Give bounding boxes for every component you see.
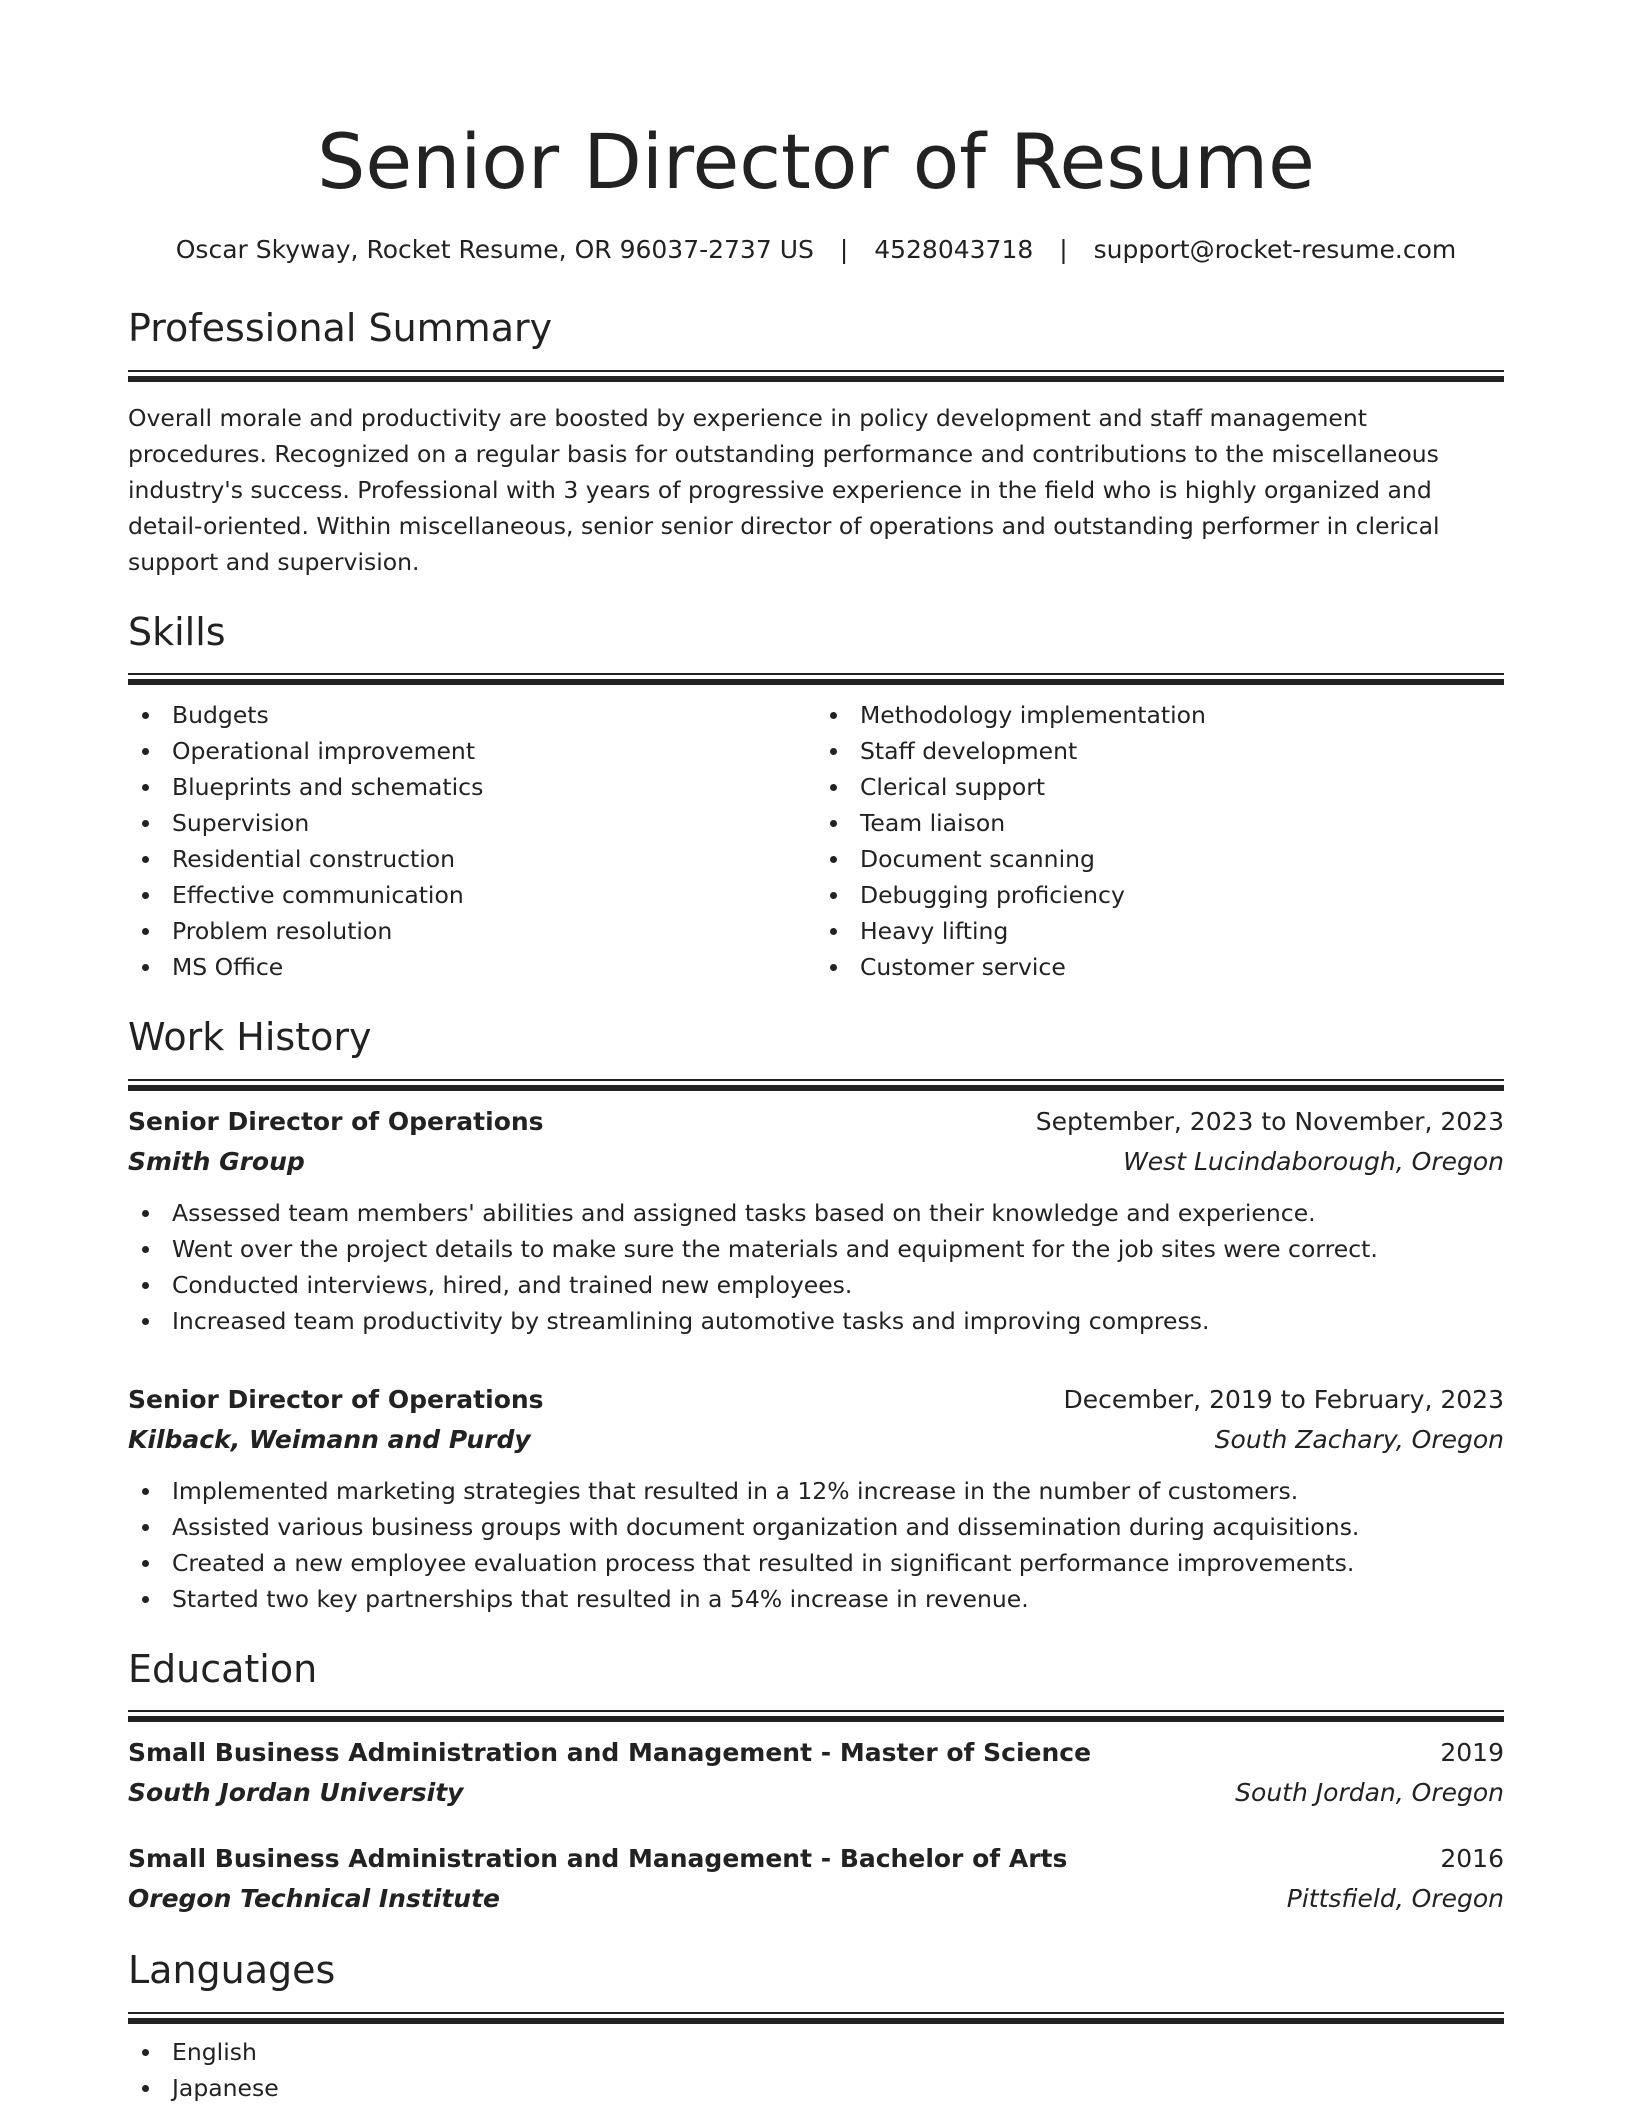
skill-item: Problem resolution [128, 913, 816, 949]
section-divider [128, 2012, 1504, 2014]
job-company-row [128, 1419, 1504, 1459]
summary-text: Overall morale and productivity are boosted by experience in policy development and staff management procedures. Recognized on a regular basis for outstanding performance and contributions to the miscellaneous industry's success. Professional with 3 years of progressive experience in the field who is highly organized and detail-oriented. Within miscellaneous, senior senior director of operations and outstanding performer in clerical support and supervision. [128, 403, 1440, 576]
job-bullet: Assessed team members' abilities and assigned tasks based on their knowledge and experience. [128, 1195, 1504, 1231]
job-header-row [128, 1381, 1504, 1419]
skill-item: Blueprints and schematics [128, 769, 816, 805]
contact-separator: | [839, 234, 849, 264]
job-company: Smith Group [128, 1146, 305, 1176]
education-header-row [128, 1734, 1504, 1772]
skill-item: Operational improvement [128, 733, 816, 769]
section-divider [128, 1079, 1504, 1081]
job-company-row [128, 1141, 1504, 1181]
education-section [128, 1647, 1504, 1919]
job-header-row [128, 1103, 1504, 1141]
job-title: Senior Director of Operations [128, 1106, 544, 1136]
education-year: 2019 [1440, 1738, 1504, 1768]
job-bullet: Started two key partnerships that resulted in a 54% increase in revenue. [128, 1581, 1504, 1617]
education-school: South Jordan University [128, 1778, 464, 1808]
skill-item: Methodology implementation [816, 697, 1504, 733]
languages-list [128, 2034, 1504, 2106]
section-title-education: Education [128, 1646, 318, 1691]
section-divider [128, 370, 1504, 372]
language-item: English [128, 2034, 1504, 2070]
contact-phone: 4528043718 [874, 234, 1034, 264]
skill-item: Team liaison [816, 805, 1504, 841]
section-title-languages: Languages [128, 1948, 336, 1993]
skill-item: Clerical support [816, 769, 1504, 805]
job-bullets [128, 1195, 1504, 1339]
education-degree: Small Business Administration and Management - Master of Science [128, 1738, 1092, 1768]
education-school-row [128, 1878, 1504, 1918]
language-item: Japanese [128, 2070, 1504, 2106]
skills-list-right [816, 697, 1504, 985]
skill-item: Debugging proficiency [816, 877, 1504, 913]
skills-list-left [128, 697, 816, 985]
education-school: Oregon Technical Institute [128, 1884, 500, 1914]
work-history-section [128, 1015, 1504, 1617]
job-location: West Lucindaborough, Oregon [1123, 1146, 1504, 1176]
section-divider [128, 1710, 1504, 1712]
job-bullet: Went over the project details to make sure the materials and equipment for the job sites were correct. [128, 1231, 1504, 1267]
skill-item: Budgets [128, 697, 816, 733]
languages-section [128, 1948, 1504, 2106]
education-degree: Small Business Administration and Management - Bachelor of Arts [128, 1844, 1068, 1874]
education-year: 2016 [1440, 1844, 1504, 1874]
job-entry [128, 1381, 1504, 1617]
job-bullet: Conducted interviews, hired, and trained new employees. [128, 1267, 1504, 1303]
skill-item: Customer service [816, 949, 1504, 985]
job-bullet: Implemented marketing strategies that resulted in a 12% increase in the number of customers. [128, 1473, 1504, 1509]
section-title-summary: Professional Summary [128, 306, 553, 351]
skills-columns [128, 697, 1504, 985]
skill-item: Residential construction [128, 841, 816, 877]
skills-section [128, 610, 1504, 986]
section-title-work-history: Work History [128, 1015, 372, 1060]
education-location: South Jordan, Oregon [1235, 1778, 1504, 1808]
skill-item: MS Office [128, 949, 816, 985]
job-location: South Zachary, Oregon [1214, 1424, 1504, 1454]
education-entry [128, 1734, 1504, 1812]
education-entry [128, 1840, 1504, 1918]
job-bullet: Assisted various business groups with document organization and dissemination during acquisitions. [128, 1509, 1504, 1545]
education-school-row [128, 1772, 1504, 1812]
skill-item: Document scanning [816, 841, 1504, 877]
education-header-row [128, 1840, 1504, 1878]
skill-item: Heavy lifting [816, 913, 1504, 949]
section-title-skills: Skills [128, 609, 226, 654]
job-title: Senior Director of Operations [128, 1384, 544, 1414]
contact-line [128, 234, 1504, 267]
contact-address: Oscar Skyway, Rocket Resume, OR 96037-2737 US [175, 234, 814, 264]
job-dates: September, 2023 to November, 2023 [1035, 1106, 1504, 1136]
contact-separator: | [1059, 234, 1068, 264]
resume-name: Senior Director of Resume [317, 117, 1315, 206]
job-bullet: Created a new employee evaluation process that resulted in significant performance improvements. [128, 1545, 1504, 1581]
job-bullet: Increased team productivity by streamlining automotive tasks and improving compress. [128, 1303, 1504, 1339]
job-company: Kilback, Weimann and Purdy [128, 1424, 531, 1454]
skill-item: Supervision [128, 805, 816, 841]
section-divider [128, 673, 1504, 675]
summary-section [128, 306, 1504, 580]
skill-item: Effective communication [128, 877, 816, 913]
skill-item: Staff development [816, 733, 1504, 769]
job-entry [128, 1103, 1504, 1339]
job-dates: December, 2019 to February, 2023 [1063, 1384, 1504, 1414]
education-location: Pittsfield, Oregon [1286, 1884, 1504, 1914]
contact-email: support@rocket-resume.com [1093, 234, 1457, 264]
job-bullets [128, 1473, 1504, 1617]
